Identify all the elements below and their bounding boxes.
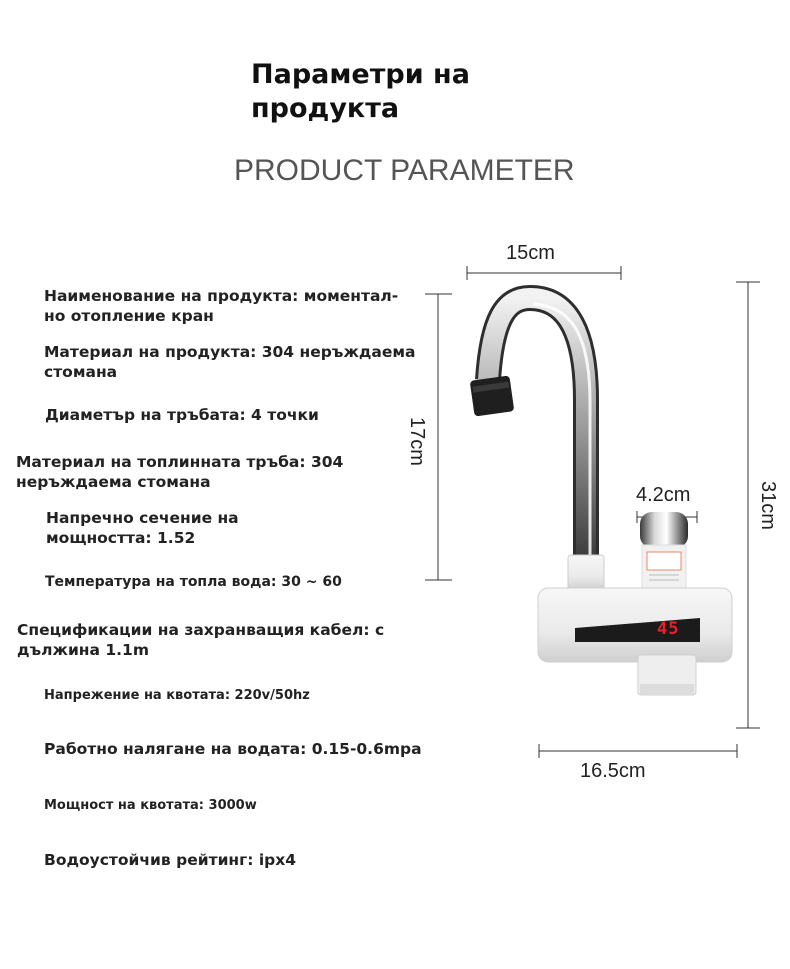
dim-spout-height: 17cm <box>405 417 428 466</box>
spec-pipe-diameter: Диаметър на тръбата: 4 точки <box>45 406 319 424</box>
dim-heater-width: 4.2cm <box>636 484 691 506</box>
spec-hot-water-temperature: Температура на топла вода: 30 ~ 60 <box>45 574 342 590</box>
spec-product-name: Наименование на продукта: моментал- но отопление кран <box>44 287 399 325</box>
dim-spout-width: 15cm <box>506 242 555 264</box>
page-subtitle: PRODUCT PARAMETER <box>234 154 575 187</box>
spec-water-pressure: Работно налягане на водата: 0.15-0.6mpa <box>44 740 422 758</box>
spec-product-material: Материал на продукта: 304 неръждаема стомана <box>44 343 416 381</box>
heater-cap <box>640 512 688 593</box>
title-line-2: продукта <box>251 93 400 124</box>
spec-heat-pipe-material: Материал на топлинната тръба: 304 неръждаема стомана <box>16 453 344 491</box>
heater-body <box>538 588 732 695</box>
spout <box>470 298 604 591</box>
spec-rated-power: Мощност на квотата: 3000w <box>44 798 257 813</box>
title-line-1: Параметри на <box>251 59 470 90</box>
dim-total-height: 31cm <box>756 481 779 530</box>
spec-power-cable: Спецификации на захранващия кабел: с дължина 1.1m <box>17 621 385 659</box>
dim-body-width: 16.5cm <box>580 760 646 782</box>
spec-waterproof-rating: Водоустойчив рейтинг: ipx4 <box>44 851 297 869</box>
spec-power-cross-section: Напречно сечение на мощността: 1.52 <box>46 509 239 547</box>
spec-rated-voltage: Напрежение на квотата: 220v/50hz <box>44 688 310 703</box>
temperature-display: 45 <box>657 619 680 639</box>
